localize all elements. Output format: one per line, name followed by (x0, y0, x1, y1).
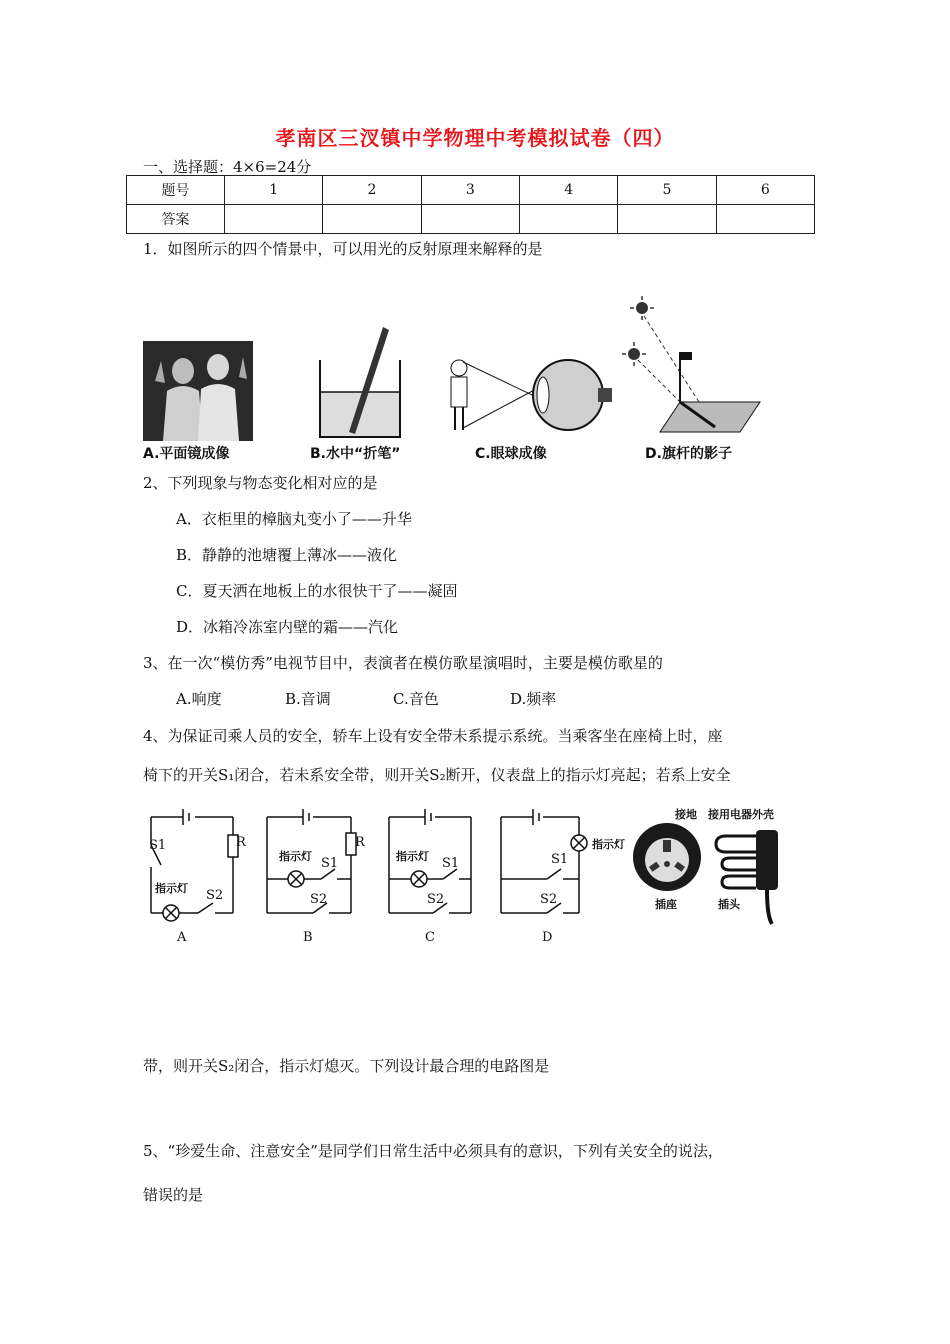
table-cell: 3 (421, 176, 519, 205)
table-row (127, 176, 815, 205)
table-cell: 5 (618, 176, 716, 205)
table-cell: 2 (323, 176, 421, 205)
answer-cell[interactable] (716, 205, 814, 234)
table-cell: 4 (519, 176, 617, 205)
question-2: 2、下列现象与物态变化相对应的是 (143, 474, 378, 492)
circuit-c-s2: S2 (427, 892, 445, 907)
circuit-b-lamp: 指示灯 (279, 850, 312, 863)
question-5-line2: 错误的是 (143, 1186, 204, 1204)
question-4-line3: 带，则开关S₂闭合，指示灯熄灭。下列设计最合理的电路图是 (143, 1057, 550, 1075)
beaker-figure (305, 322, 415, 442)
answer-cell[interactable] (421, 205, 519, 234)
q3-option-c[interactable]: C.音色 (393, 690, 439, 708)
circuit-d (497, 805, 597, 925)
socket-shell-label: 接用电器外壳 (708, 808, 774, 821)
circuit-a-label: A (177, 930, 187, 945)
table-row (127, 205, 815, 234)
circuit-c-s1: S1 (442, 856, 460, 871)
answer-cell[interactable] (225, 205, 323, 234)
question-5-line1: 5、“珍爱生命、注意安全”是同学们日常生活中必须具有的意识，下列有关安全的说法， (143, 1142, 723, 1160)
q2-option-b[interactable]: B．静静的池塘覆上薄冰——液化 (176, 546, 398, 564)
q3-option-d[interactable]: D.频率 (510, 690, 557, 708)
circuit-a-lamp: 指示灯 (155, 882, 188, 895)
mirror-photo (143, 341, 253, 441)
question-4-line2: 椅下的开关S₁闭合，若未系安全带，则开关S₂断开，仪表盘上的指示灯亮起；若系上安全 (143, 766, 731, 784)
caption-d: D.旗杆的影子 (645, 446, 732, 462)
answer-cell[interactable] (618, 205, 716, 234)
table-header-cell: 题号 (127, 176, 225, 205)
caption-c: C.眼球成像 (475, 446, 547, 462)
circuit-b-label: B (303, 930, 313, 945)
circuit-a-s1: S1 (149, 838, 167, 853)
answer-cell[interactable] (323, 205, 421, 234)
table-header-cell: 答案 (127, 205, 225, 234)
circuit-c (385, 805, 485, 925)
circuit-c-lamp: 指示灯 (396, 850, 429, 863)
circuit-d-s1: S1 (551, 852, 569, 867)
q2-option-a[interactable]: A．衣柜里的樟脑丸变小了——升华 (176, 510, 412, 528)
q3-option-a[interactable]: A.响度 (176, 690, 222, 708)
caption-a: A.平面镜成像 (143, 446, 230, 462)
circuit-d-s2: S2 (540, 892, 558, 907)
circuit-a-s2: S2 (206, 888, 224, 903)
q2-option-d[interactable]: D．冰箱冷冻室内壁的霜——汽化 (176, 618, 399, 636)
circuit-a-r: R (236, 835, 246, 850)
circuit-b-r: R (355, 835, 365, 850)
circuit-b (263, 805, 373, 925)
answer-table (126, 175, 815, 234)
page-title: 孝南区三汊镇中学物理中考模拟试卷（四） (275, 126, 675, 150)
circuit-b-s2: S2 (310, 892, 328, 907)
socket-ground-label: 接地 (675, 808, 697, 821)
circuit-d-label: D (542, 930, 553, 945)
question-4-line1: 4、为保证司乘人员的安全，轿车上设有安全带未系提示系统。当乘客坐在座椅上时，座 (143, 727, 723, 745)
circuit-b-s1: S1 (321, 856, 339, 871)
socket-figure (630, 820, 705, 895)
q3-option-b[interactable]: B.音调 (285, 690, 331, 708)
caption-b: B.水中“折笔” (310, 446, 401, 462)
plug-label: 插头 (718, 898, 740, 911)
q2-option-c[interactable]: C．夏天洒在地板上的水很快干了——凝固 (176, 582, 458, 600)
question-1: 1．如图所示的四个情景中，可以用光的反射原理来解释的是 (143, 240, 543, 258)
socket-label: 插座 (655, 898, 677, 911)
section-heading: 一、选择题：4×6=24分 (143, 158, 312, 176)
question-3: 3、在一次“模仿秀”电视节目中，表演者在模仿歌星演唱时，主要是模仿歌星的 (143, 654, 663, 672)
circuit-a (143, 805, 253, 945)
circuit-c-label: C (425, 930, 435, 945)
people-figure (143, 341, 253, 441)
answer-cell[interactable] (519, 205, 617, 234)
table-cell: 1 (225, 176, 323, 205)
circuit-d-lamp: 指示灯 (592, 838, 625, 851)
eye-figure (443, 350, 613, 440)
table-cell: 6 (716, 176, 814, 205)
flagpole-figure (620, 292, 770, 442)
